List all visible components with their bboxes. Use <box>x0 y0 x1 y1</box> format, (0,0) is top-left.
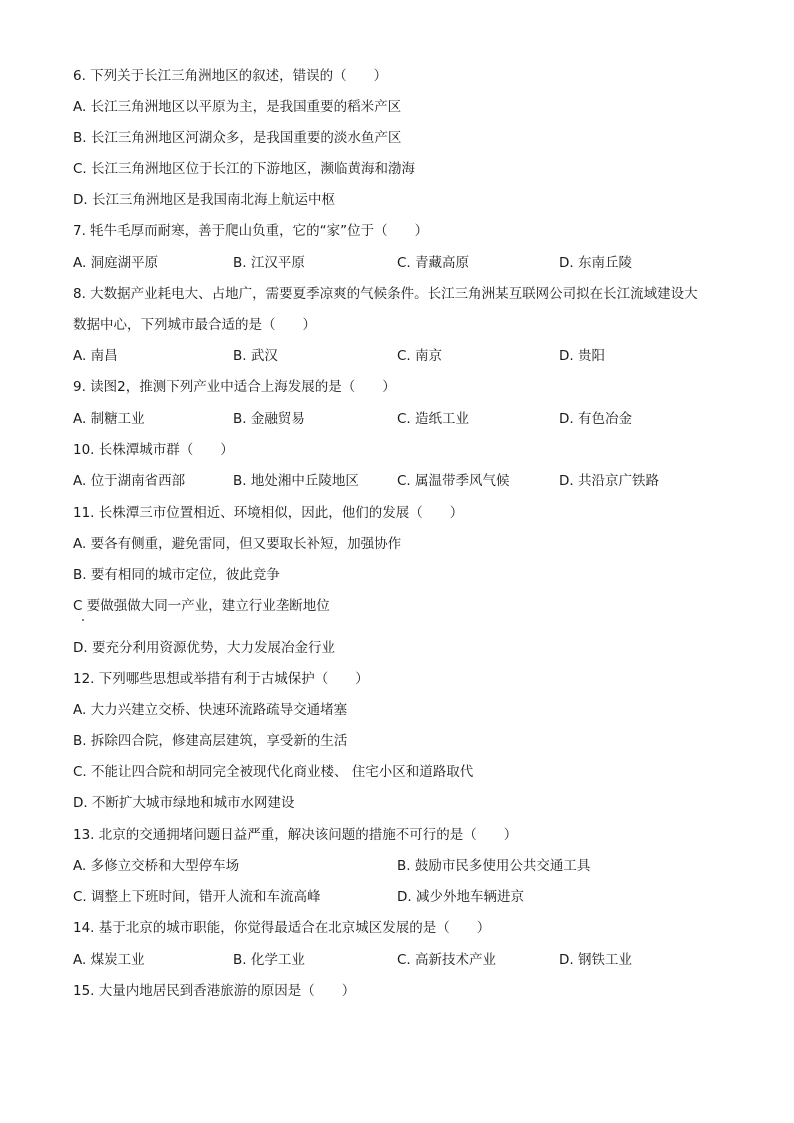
question-10-option-b: B. 地处湘中丘陵地区 <box>233 473 359 489</box>
question-11-option-d: D. 要充分利用资源优势，大力发展冶金行业 <box>73 640 335 656</box>
question-13-option-c: C. 调整上下班时间，错开人流和车流高峰 <box>73 889 321 905</box>
question-12-stem: 12. 下列哪些思想或举措有利于古城保护（ ） <box>73 671 369 687</box>
question-7-option-d: D. 东南丘陵 <box>559 255 632 271</box>
question-13-option-a: A. 多修立交桥和大型停车场 <box>73 858 240 874</box>
question-15-stem: 15. 大量内地居民到香港旅游的原因是（ ） <box>73 983 356 999</box>
question-9-options <box>73 410 733 428</box>
question-12-option-c: C. 不能让四合院和胡同完全被现代化商业楼、 住宅小区和道路取代 <box>73 764 474 780</box>
question-11-option-c: C 要做强做大同一产业，建立行业垄断地位 <box>73 598 330 614</box>
question-8-stem-line-2: 数据中心，下列城市最合适的是（ ） <box>73 317 316 333</box>
question-9-option-c: C. 造纸工业 <box>397 411 470 427</box>
question-7-option-c: C. 青藏高原 <box>397 255 470 271</box>
question-6-stem: 6. 下列关于长江三角洲地区的叙述，错误的（ ） <box>73 68 388 84</box>
question-8-stem-line-1: 8. 大数据产业耗电大、占地广，需要夏季凉爽的气候条件。长江三角洲某互联网公司拟在长江流域建设大 <box>73 286 698 302</box>
question-7-option-a: A. 洞庭湖平原 <box>73 255 159 271</box>
question-7-option-b: B. 江汉平原 <box>233 255 305 271</box>
question-14-option-b: B. 化学工业 <box>233 952 305 968</box>
question-14-options <box>73 951 733 969</box>
question-6-option-b: B. 长江三角洲地区河湖众多，是我国重要的淡水鱼产区 <box>73 130 402 146</box>
question-14-option-c: C. 高新技术产业 <box>397 952 497 968</box>
question-10-options <box>73 472 733 490</box>
question-8-option-c: C. 南京 <box>397 348 443 364</box>
question-9-option-a: A. 制糖工业 <box>73 411 145 427</box>
question-14-option-a: A. 煤炭工业 <box>73 952 145 968</box>
question-10-stem: 10. 长株潭城市群（ ） <box>73 442 234 458</box>
question-12-option-d: D. 不断扩大城市绿地和城市水网建设 <box>73 795 295 811</box>
question-8-options <box>73 347 733 365</box>
question-6-option-c: C. 长江三角洲地区位于长江的下游地区，濒临黄海和渤海 <box>73 161 416 177</box>
question-10-option-a: A. 位于湖南省西部 <box>73 473 186 489</box>
question-8-option-a: A. 南昌 <box>73 348 118 364</box>
question-13-stem: 13. 北京的交通拥堵问题日益严重，解决该问题的措施不可行的是（ ） <box>73 827 518 843</box>
question-8-option-d: D. 贵阳 <box>559 348 605 364</box>
question-13-options-row-1 <box>73 857 733 875</box>
question-13-option-d: D. 减少外地车辆进京 <box>397 889 524 905</box>
question-7-stem: 7. 牦牛毛厚而耐寒，善于爬山负重，它的“家”位于（ ） <box>73 223 429 239</box>
question-12-option-a: A. 大力兴建立交桥、快速环流路疏导交通堵塞 <box>73 702 348 718</box>
question-13-options-row-2 <box>73 888 733 906</box>
question-11-stem: 11. 长株潭三市位置相近、环境相似，因此，他们的发展（ ） <box>73 505 464 521</box>
question-11-option-b: B. 要有相同的城市定位，彼此竞争 <box>73 567 280 583</box>
stray-dot-mark <box>82 619 84 621</box>
question-6-option-d: D. 长江三角洲地区是我国南北海上航运中枢 <box>73 192 335 208</box>
question-12-option-b: B. 拆除四合院，修建高层建筑，享受新的生活 <box>73 733 348 749</box>
question-8-option-b: B. 武汉 <box>233 348 278 364</box>
question-14-stem: 14. 基于北京的城市职能，你觉得最适合在北京城区发展的是（ ） <box>73 920 491 936</box>
question-9-stem: 9. 读图2，推测下列产业中适合上海发展的是（ ） <box>73 379 396 395</box>
question-6-option-a: A. 长江三角洲地区以平原为主，是我国重要的稻米产区 <box>73 99 402 115</box>
question-9-option-b: B. 金融贸易 <box>233 411 305 427</box>
question-9-option-d: D. 有色冶金 <box>559 411 632 427</box>
question-14-option-d: D. 钢铁工业 <box>559 952 632 968</box>
question-11-option-a: A. 要各有侧重，避免雷同，但又要取长补短，加强协作 <box>73 536 402 552</box>
question-7-options <box>73 254 733 272</box>
question-10-option-d: D. 共沿京广铁路 <box>559 473 659 489</box>
question-13-option-b: B. 鼓励市民多使用公共交通工具 <box>397 858 591 874</box>
question-10-option-c: C. 属温带季风气候 <box>397 473 510 489</box>
